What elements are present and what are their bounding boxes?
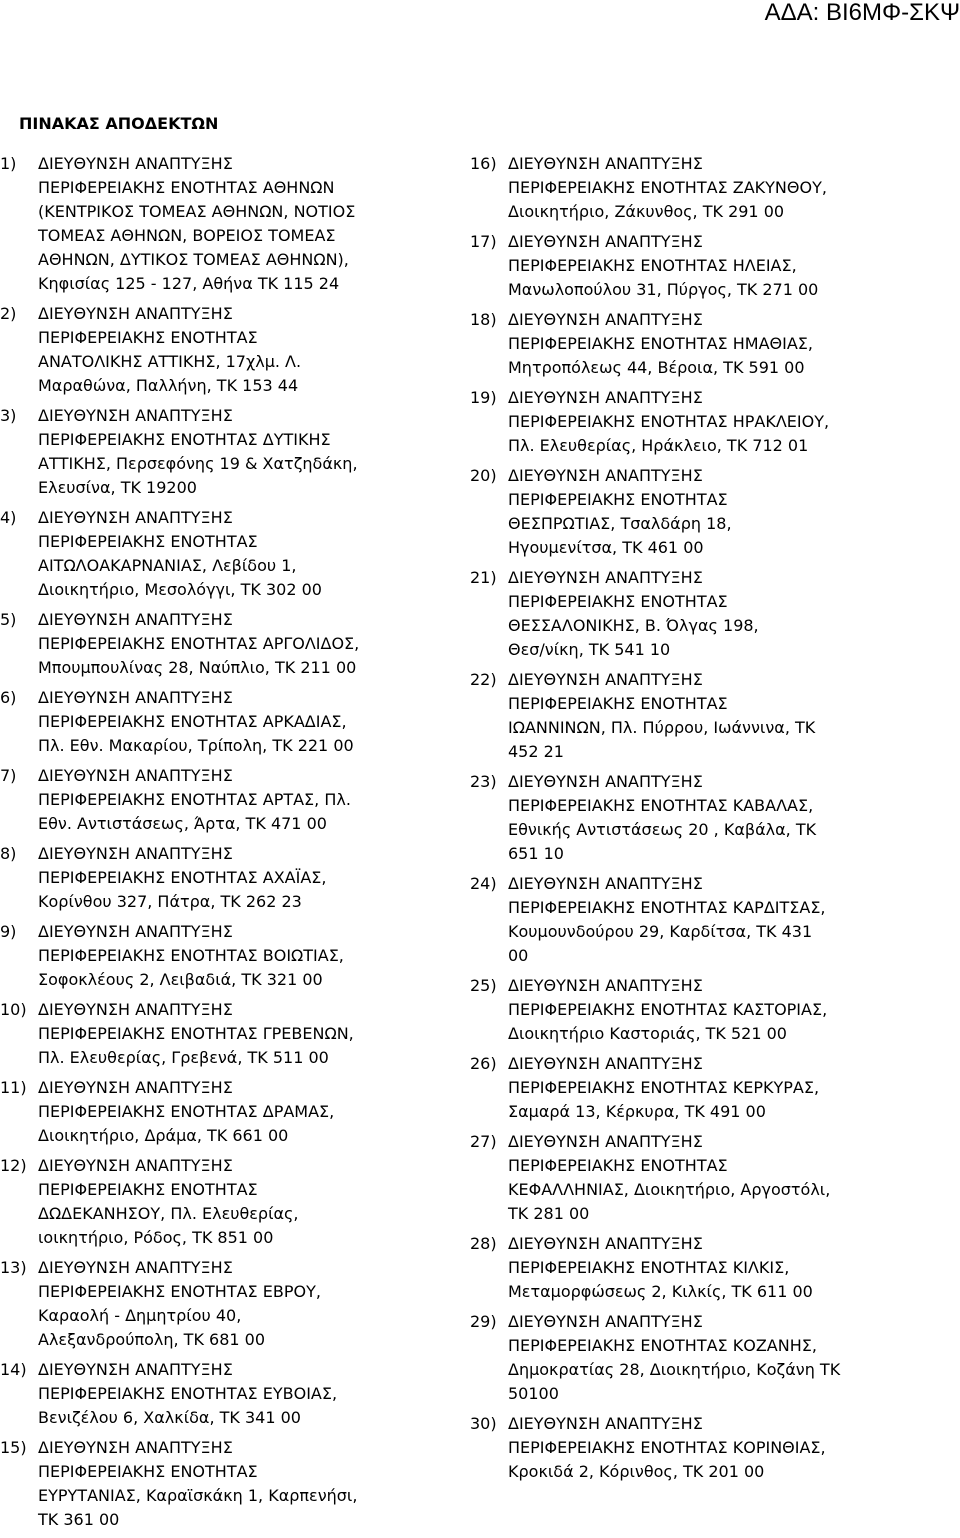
recipient-line: ΔΙΕΥΘΥΝΣΗ ΑΝΑΠΤΥΞΗΣ — [38, 610, 233, 629]
recipient-item — [0, 842, 440, 914]
recipient-number: 15) — [0, 1438, 27, 1457]
recipient-number: 14) — [0, 1360, 27, 1379]
recipient-item — [0, 1436, 440, 1532]
document-title: ΠΙΝΑΚΑΣ ΑΠΟΔΕΚΤΩΝ — [19, 114, 219, 133]
recipient-item — [470, 386, 950, 458]
recipient-line: Καραολή - Δημητρίου 40, — [38, 1306, 242, 1325]
recipient-line: ΔΙΕΥΘΥΝΣΗ ΑΝΑΠΤΥΞΗΣ — [38, 922, 233, 941]
recipient-number: 13) — [0, 1258, 27, 1277]
recipient-line: 50100 — [508, 1384, 559, 1403]
recipient-line: ΘΕΣΠΡΩΤΙΑΣ, Τσαλδάρη 18, — [508, 514, 732, 533]
recipient-line: ιοικητήριο, Ρόδος, ΤΚ 851 00 — [38, 1228, 274, 1247]
recipient-line: ΠΕΡΙΦΕΡΕΙΑΚΗΣ ΕΝΟΤΗΤΑΣ ΗΛΕΙΑΣ, — [508, 256, 797, 275]
recipient-line: Διοικητήριο, Μεσολόγγι, ΤΚ 302 00 — [38, 580, 322, 599]
recipient-line: Εθνικής Αντιστάσεως 20 , Καβάλα, ΤΚ — [508, 820, 817, 839]
recipient-line: ΔΙΕΥΘΥΝΣΗ ΑΝΑΠΤΥΞΗΣ — [38, 844, 233, 863]
recipient-item — [470, 308, 950, 380]
recipient-number: 19) — [470, 388, 497, 407]
recipient-number: 16) — [470, 154, 497, 173]
recipient-line: Μητροπόλεως 44, Βέροια, ΤΚ 591 00 — [508, 358, 805, 377]
recipient-line: Ηγουμενίτσα, ΤΚ 461 00 — [508, 538, 704, 557]
recipient-line: ΠΕΡΙΦΕΡΕΙΑΚΗΣ ΕΝΟΤΗΤΑΣ ΑΡΚΑΔΙΑΣ, — [38, 712, 347, 731]
recipient-item — [470, 974, 950, 1046]
recipient-number: 20) — [470, 466, 497, 485]
recipient-line: ΚΕΦΑΛΛΗΝΙΑΣ, Διοικητήριο, Αργοστόλι, — [508, 1180, 831, 1199]
recipient-item — [470, 770, 950, 866]
recipient-line: ΠΕΡΙΦΕΡΕΙΑΚΗΣ ΕΝΟΤΗΤΑΣ — [508, 1156, 728, 1175]
recipient-line: ΔΙΕΥΘΥΝΣΗ ΑΝΑΠΤΥΞΗΣ — [508, 568, 703, 587]
recipients-column-left — [0, 152, 440, 1538]
recipient-number: 12) — [0, 1156, 27, 1175]
recipient-line: ΠΕΡΙΦΕΡΕΙΑΚΗΣ ΕΝΟΤΗΤΑΣ ΕΒΡΟΥ, — [38, 1282, 321, 1301]
recipient-number: 30) — [470, 1414, 497, 1433]
recipient-item — [0, 920, 440, 992]
recipient-line: ΔΙΕΥΘΥΝΣΗ ΑΝΑΠΤΥΞΗΣ — [38, 1258, 233, 1277]
recipient-line: Κουμουνδούρου 29, Καρδίτσα, ΤΚ 431 — [508, 922, 813, 941]
ada-code: ΑΔΑ: ΒΙ6ΜΦ-ΣΚΨ — [764, 0, 960, 26]
recipient-number: 29) — [470, 1312, 497, 1331]
recipient-line: ΠΕΡΙΦΕΡΕΙΑΚΗΣ ΕΝΟΤΗΤΑΣ — [38, 532, 258, 551]
recipient-item — [470, 230, 950, 302]
recipient-line: ΔΙΕΥΘΥΝΣΗ ΑΝΑΠΤΥΞΗΣ — [38, 406, 233, 425]
recipient-line: Διοικητήριο Καστοριάς, ΤΚ 521 00 — [508, 1024, 787, 1043]
recipient-item — [0, 608, 440, 680]
recipient-line: ΔΙΕΥΘΥΝΣΗ ΑΝΑΠΤΥΞΗΣ — [38, 688, 233, 707]
recipient-line: ΠΕΡΙΦΕΡΕΙΑΚΗΣ ΕΝΟΤΗΤΑΣ — [38, 1462, 258, 1481]
recipient-line: Εθν. Αντιστάσεως, Άρτα, ΤΚ 471 00 — [38, 814, 327, 833]
recipient-item — [0, 302, 440, 398]
recipient-line: ΔΙΕΥΘΥΝΣΗ ΑΝΑΠΤΥΞΗΣ — [508, 1234, 703, 1253]
recipient-item — [470, 872, 950, 968]
recipient-line: ΔΙΕΥΘΥΝΣΗ ΑΝΑΠΤΥΞΗΣ — [38, 1156, 233, 1175]
recipient-item — [0, 506, 440, 602]
recipient-item — [0, 1076, 440, 1148]
recipient-line: ΔΙΕΥΘΥΝΣΗ ΑΝΑΠΤΥΞΗΣ — [38, 154, 233, 173]
recipient-line: (ΚΕΝΤΡΙΚΟΣ ΤΟΜΕΑΣ ΑΘΗΝΩΝ, ΝΟΤΙΟΣ — [38, 202, 356, 221]
recipient-number: 28) — [470, 1234, 497, 1253]
recipient-line: ΔΙΕΥΘΥΝΣΗ ΑΝΑΠΤΥΞΗΣ — [508, 1054, 703, 1073]
recipient-number: 2) — [0, 304, 17, 323]
recipient-item — [0, 404, 440, 500]
recipient-line: ΑΘΗΝΩΝ, ΔΥΤΙΚΟΣ ΤΟΜΕΑΣ ΑΘΗΝΩΝ), — [38, 250, 349, 269]
recipient-line: ΠΕΡΙΦΕΡΕΙΑΚΗΣ ΕΝΟΤΗΤΑΣ ΗΜΑΘΙΑΣ, — [508, 334, 813, 353]
recipient-number: 18) — [470, 310, 497, 329]
recipient-line: ΠΕΡΙΦΕΡΕΙΑΚΗΣ ΕΝΟΤΗΤΑΣ ΚΙΛΚΙΣ, — [508, 1258, 790, 1277]
recipient-item — [470, 1310, 950, 1406]
recipient-item — [470, 464, 950, 560]
recipient-line: Μπουμπουλίνας 28, Ναύπλιο, ΤΚ 211 00 — [38, 658, 357, 677]
recipient-number: 22) — [470, 670, 497, 689]
recipient-item — [0, 1256, 440, 1352]
recipient-line: ΔΙΕΥΘΥΝΣΗ ΑΝΑΠΤΥΞΗΣ — [508, 388, 703, 407]
recipient-line: ΠΕΡΙΦΕΡΕΙΑΚΗΣ ΕΝΟΤΗΤΑΣ ΑΘΗΝΩΝ — [38, 178, 335, 197]
recipient-line: Αλεξανδρούπολη, ΤΚ 681 00 — [38, 1330, 265, 1349]
recipient-line: ΑΤΤΙΚΗΣ, Περσεφόνης 19 & Χατζηδάκη, — [38, 454, 358, 473]
recipient-line: ΤΚ 281 00 — [508, 1204, 590, 1223]
recipient-line: ΠΕΡΙΦΕΡΕΙΑΚΗΣ ΕΝΟΤΗΤΑΣ ΚΑΒΑΛΑΣ, — [508, 796, 814, 815]
recipient-item — [470, 1130, 950, 1226]
recipient-line: ΔΙΕΥΘΥΝΣΗ ΑΝΑΠΤΥΞΗΣ — [508, 466, 703, 485]
recipient-line: ΑΙΤΩΛΟΑΚΑΡΝΑΝΙΑΣ, Λεβίδου 1, — [38, 556, 297, 575]
recipient-item — [470, 152, 950, 224]
recipient-line: Κροκιδά 2, Κόρινθος, ΤΚ 201 00 — [508, 1462, 765, 1481]
recipient-line: ΤΚ 361 00 — [38, 1510, 120, 1529]
recipient-number: 5) — [0, 610, 17, 629]
recipient-line: Διοικητήριο, Δράμα, ΤΚ 661 00 — [38, 1126, 289, 1145]
recipient-line: ΠΕΡΙΦΕΡΕΙΑΚΗΣ ΕΝΟΤΗΤΑΣ ΓΡΕΒΕΝΩΝ, — [38, 1024, 354, 1043]
recipient-line: ΠΕΡΙΦΕΡΕΙΑΚΗΣ ΕΝΟΤΗΤΑΣ ΑΡΤΑΣ, Πλ. — [38, 790, 351, 809]
recipient-line: ΔΙΕΥΘΥΝΣΗ ΑΝΑΠΤΥΞΗΣ — [508, 1312, 703, 1331]
recipient-number: 23) — [470, 772, 497, 791]
recipient-line: ΔΙΕΥΘΥΝΣΗ ΑΝΑΠΤΥΞΗΣ — [38, 1000, 233, 1019]
recipient-line: ΔΙΕΥΘΥΝΣΗ ΑΝΑΠΤΥΞΗΣ — [508, 310, 703, 329]
recipient-line: Πλ. Ελευθερίας, Ηράκλειο, ΤΚ 712 01 — [508, 436, 809, 455]
recipient-line: ΑΝΑΤΟΛΙΚΗΣ ΑΤΤΙΚΗΣ, 17χλμ. Λ. — [38, 352, 302, 371]
recipient-number: 4) — [0, 508, 17, 527]
recipient-line: ΔΙΕΥΘΥΝΣΗ ΑΝΑΠΤΥΞΗΣ — [508, 1414, 703, 1433]
recipient-line: 00 — [508, 946, 529, 965]
recipient-line: 651 10 — [508, 844, 564, 863]
recipient-line: ΔΙΕΥΘΥΝΣΗ ΑΝΑΠΤΥΞΗΣ — [508, 670, 703, 689]
recipient-line: 452 21 — [508, 742, 564, 761]
recipient-item — [0, 998, 440, 1070]
recipient-line: ΠΕΡΙΦΕΡΕΙΑΚΗΣ ΕΝΟΤΗΤΑΣ — [508, 490, 728, 509]
recipient-number: 21) — [470, 568, 497, 587]
recipient-number: 9) — [0, 922, 17, 941]
recipient-line: Μαραθώνα, Παλλήνη, ΤΚ 153 44 — [38, 376, 299, 395]
recipient-line: Κορίνθου 327, Πάτρα, ΤΚ 262 23 — [38, 892, 302, 911]
recipient-line: ΔΙΕΥΘΥΝΣΗ ΑΝΑΠΤΥΞΗΣ — [38, 304, 233, 323]
recipient-line: ΔΙΕΥΘΥΝΣΗ ΑΝΑΠΤΥΞΗΣ — [508, 232, 703, 251]
recipient-line: ΠΕΡΙΦΕΡΕΙΑΚΗΣ ΕΝΟΤΗΤΑΣ ΚΟΖΑΝΗΣ, — [508, 1336, 817, 1355]
recipient-line: ΠΕΡΙΦΕΡΕΙΑΚΗΣ ΕΝΟΤΗΤΑΣ ΔΥΤΙΚΗΣ — [38, 430, 331, 449]
recipient-line: ΠΕΡΙΦΕΡΕΙΑΚΗΣ ΕΝΟΤΗΤΑΣ ΒΟΙΩΤΙΑΣ, — [38, 946, 344, 965]
recipient-line: ΠΕΡΙΦΕΡΕΙΑΚΗΣ ΕΝΟΤΗΤΑΣ ΑΧΑΪΑΣ, — [38, 868, 327, 887]
recipient-line: ΔΙΕΥΘΥΝΣΗ ΑΝΑΠΤΥΞΗΣ — [508, 874, 703, 893]
recipient-item — [0, 152, 440, 296]
recipient-line: ΠΕΡΙΦΕΡΕΙΑΚΗΣ ΕΝΟΤΗΤΑΣ ΕΥΒΟΙΑΣ, — [38, 1384, 338, 1403]
recipient-number: 8) — [0, 844, 17, 863]
recipient-number: 3) — [0, 406, 17, 425]
recipient-line: ΠΕΡΙΦΕΡΕΙΑΚΗΣ ΕΝΟΤΗΤΑΣ ΔΡΑΜΑΣ, — [38, 1102, 335, 1121]
recipient-line: Σοφοκλέους 2, Λειβαδιά, ΤΚ 321 00 — [38, 970, 323, 989]
recipient-number: 26) — [470, 1054, 497, 1073]
recipient-line: ΕΥΡΥΤΑΝΙΑΣ, Καραϊσκάκη 1, Καρπενήσι, — [38, 1486, 358, 1505]
recipient-line: ΔΙΕΥΘΥΝΣΗ ΑΝΑΠΤΥΞΗΣ — [508, 772, 703, 791]
recipient-line: ΔΙΕΥΘΥΝΣΗ ΑΝΑΠΤΥΞΗΣ — [38, 1078, 233, 1097]
recipient-number: 11) — [0, 1078, 27, 1097]
recipient-line: ΠΕΡΙΦΕΡΕΙΑΚΗΣ ΕΝΟΤΗΤΑΣ ΑΡΓΟΛΙΔΟΣ, — [38, 634, 360, 653]
recipient-line: ΔΙΕΥΘΥΝΣΗ ΑΝΑΠΤΥΞΗΣ — [38, 508, 233, 527]
recipient-line: Ελευσίνα, ΤΚ 19200 — [38, 478, 197, 497]
recipient-line: ΠΕΡΙΦΕΡΕΙΑΚΗΣ ΕΝΟΤΗΤΑΣ ΗΡΑΚΛΕΙΟΥ, — [508, 412, 830, 431]
recipient-line: Θεσ/νίκη, ΤΚ 541 10 — [508, 640, 671, 659]
recipient-item — [470, 1232, 950, 1304]
recipient-number: 27) — [470, 1132, 497, 1151]
recipient-item — [0, 686, 440, 758]
recipient-line: ΔΙΕΥΘΥΝΣΗ ΑΝΑΠΤΥΞΗΣ — [508, 1132, 703, 1151]
recipient-number: 10) — [0, 1000, 27, 1019]
recipient-line: ΠΕΡΙΦΕΡΕΙΑΚΗΣ ΕΝΟΤΗΤΑΣ — [38, 328, 258, 347]
recipient-number: 17) — [470, 232, 497, 251]
recipient-line: ΠΕΡΙΦΕΡΕΙΑΚΗΣ ΕΝΟΤΗΤΑΣ — [508, 592, 728, 611]
recipient-item — [0, 764, 440, 836]
recipient-line: Διοικητήριο, Ζάκυνθος, ΤΚ 291 00 — [508, 202, 785, 221]
recipient-item — [470, 668, 950, 764]
recipient-line: ΔΙΕΥΘΥΝΣΗ ΑΝΑΠΤΥΞΗΣ — [38, 766, 233, 785]
recipient-line: ΠΕΡΙΦΕΡΕΙΑΚΗΣ ΕΝΟΤΗΤΑΣ — [38, 1180, 258, 1199]
recipient-line: ΤΟΜΕΑΣ ΑΘΗΝΩΝ, ΒΟΡΕΙΟΣ ΤΟΜΕΑΣ — [38, 226, 336, 245]
recipient-line: ΔΩΔΕΚΑΝΗΣΟΥ, Πλ. Ελευθερίας, — [38, 1204, 299, 1223]
recipient-number: 24) — [470, 874, 497, 893]
recipient-number: 25) — [470, 976, 497, 995]
recipient-line: Δημοκρατίας 28, Διοικητήριο, Κοζάνη ΤΚ — [508, 1360, 841, 1379]
recipient-item — [470, 1412, 950, 1484]
recipient-item — [470, 566, 950, 662]
recipient-line: ΔΙΕΥΘΥΝΣΗ ΑΝΑΠΤΥΞΗΣ — [508, 976, 703, 995]
recipient-line: Κηφισίας 125 - 127, Αθήνα ΤΚ 115 24 — [38, 274, 340, 293]
recipient-item — [0, 1358, 440, 1430]
recipient-line: Πλ. Ελευθερίας, Γρεβενά, ΤΚ 511 00 — [38, 1048, 329, 1067]
recipient-line: Μανωλοπούλου 31, Πύργος, ΤΚ 271 00 — [508, 280, 819, 299]
recipients-column-right — [470, 152, 950, 1490]
recipient-number: 6) — [0, 688, 17, 707]
recipient-item — [470, 1052, 950, 1124]
recipient-line: ΔΙΕΥΘΥΝΣΗ ΑΝΑΠΤΥΞΗΣ — [38, 1438, 233, 1457]
recipient-line: ΙΩΑΝΝΙΝΩΝ, Πλ. Πύρρου, Ιωάννινα, ΤΚ — [508, 718, 816, 737]
recipient-line: ΠΕΡΙΦΕΡΕΙΑΚΗΣ ΕΝΟΤΗΤΑΣ ΚΑΡΔΙΤΣΑΣ, — [508, 898, 826, 917]
recipient-number: 1) — [0, 154, 17, 173]
recipient-line: ΠΕΡΙΦΕΡΕΙΑΚΗΣ ΕΝΟΤΗΤΑΣ ΚΟΡΙΝΘΙΑΣ, — [508, 1438, 826, 1457]
recipient-line: Πλ. Εθν. Μακαρίου, Τρίπολη, ΤΚ 221 00 — [38, 736, 354, 755]
recipient-line: Μεταμορφώσεως 2, Κιλκίς, ΤΚ 611 00 — [508, 1282, 813, 1301]
recipient-line: ΠΕΡΙΦΕΡΕΙΑΚΗΣ ΕΝΟΤΗΤΑΣ ΚΑΣΤΟΡΙΑΣ, — [508, 1000, 828, 1019]
recipient-line: ΔΙΕΥΘΥΝΣΗ ΑΝΑΠΤΥΞΗΣ — [38, 1360, 233, 1379]
recipient-line: ΠΕΡΙΦΕΡΕΙΑΚΗΣ ΕΝΟΤΗΤΑΣ ΖΑΚΥΝΘΟΥ, — [508, 178, 827, 197]
recipient-line: ΠΕΡΙΦΕΡΕΙΑΚΗΣ ΕΝΟΤΗΤΑΣ — [508, 694, 728, 713]
recipient-line: Βενιζέλου 6, Χαλκίδα, ΤΚ 341 00 — [38, 1408, 301, 1427]
recipient-item — [0, 1154, 440, 1250]
recipient-line: Σαμαρά 13, Κέρκυρα, ΤΚ 491 00 — [508, 1102, 766, 1121]
recipient-number: 7) — [0, 766, 17, 785]
recipient-line: ΠΕΡΙΦΕΡΕΙΑΚΗΣ ΕΝΟΤΗΤΑΣ ΚΕΡΚΥΡΑΣ, — [508, 1078, 820, 1097]
recipient-line: ΔΙΕΥΘΥΝΣΗ ΑΝΑΠΤΥΞΗΣ — [508, 154, 703, 173]
recipient-line: ΘΕΣΣΑΛΟΝΙΚΗΣ, Β. Όλγας 198, — [508, 616, 759, 635]
